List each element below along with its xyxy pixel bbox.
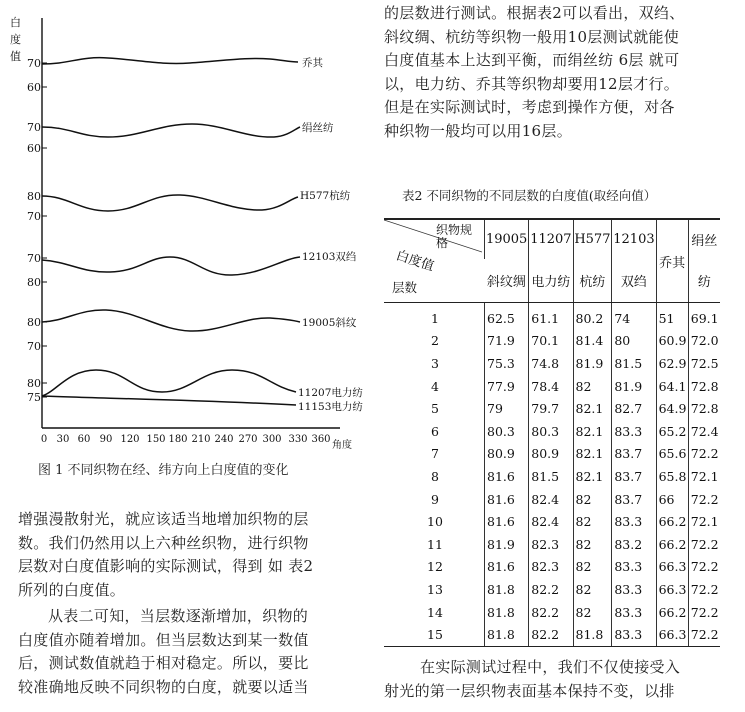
- text-line: 斜纹绸、杭纺等织物一般用10层测试就能使: [384, 27, 680, 46]
- whiteness-value-cell: 80.9: [529, 443, 573, 466]
- whiteness-value-cell: 81.6: [485, 465, 529, 488]
- y-tick-label: 80: [27, 377, 41, 390]
- whiteness-value-cell: 82: [573, 488, 612, 511]
- x-tick-label: 90: [99, 434, 113, 445]
- y-label-char: 白: [10, 16, 21, 29]
- text-line: 层数对白度值影响的实际测试，得到 如 表2: [18, 557, 314, 575]
- y-tick-label: 70: [27, 210, 41, 223]
- curve-label: 12103双绉: [302, 251, 357, 263]
- whiteness-value-cell: 83.7: [612, 488, 656, 511]
- whiteness-value-cell: 82.2: [529, 623, 573, 646]
- table-row: [384, 443, 720, 466]
- table-row: [384, 330, 720, 353]
- curve-juansifang: [42, 124, 300, 137]
- whiteness-value-cell: 82: [573, 556, 612, 579]
- layer-count-cell: 3: [431, 355, 439, 371]
- curve-label: 绢丝纺: [302, 122, 334, 134]
- whiteness-value-cell: 72.4: [688, 420, 720, 443]
- layer-count-cell: 7: [431, 446, 439, 462]
- whiteness-value-cell: 82: [573, 601, 612, 624]
- x-tick-label: 210: [191, 434, 211, 445]
- whiteness-value-cell: 82.3: [529, 556, 573, 579]
- y-label-char: 度: [10, 33, 21, 46]
- whiteness-value-cell: 65.6: [656, 443, 688, 466]
- whiteness-value-cell: 82: [573, 578, 612, 601]
- whiteness-value-cell: 79: [485, 397, 529, 420]
- whiteness-value-cell: 66.2: [656, 533, 688, 556]
- header-name: 杭纺: [573, 259, 612, 303]
- table-row: [384, 375, 720, 398]
- curve-qiaoqi: [42, 58, 298, 64]
- x-tick-label: 0: [40, 434, 48, 445]
- table-title: 表2 不同织物的不同层数的白度值(取经向值）: [402, 188, 657, 203]
- whiteness-value-cell: 80.9: [485, 443, 529, 466]
- table-row: [384, 352, 720, 375]
- table-row: [384, 303, 720, 330]
- text-line: 后，测试数值就趋于相对稳定。所以，要比: [18, 654, 309, 672]
- whiteness-value-cell: 83.7: [612, 465, 656, 488]
- whiteness-value-cell: 78.4: [529, 375, 573, 398]
- text-line: 在实际测试过程中，我们不仅使接受入: [420, 658, 681, 676]
- table-row: [384, 578, 720, 601]
- table-row: [384, 556, 720, 579]
- text-line: 的层数进行测试。根据表2可以看出，双绉、: [384, 4, 685, 22]
- table-corner-cell: [384, 219, 485, 303]
- curve-label: 乔其: [302, 57, 323, 69]
- table-row: [384, 510, 720, 533]
- figure-caption: 图 1 不同织物在经、纬方向上白度值的变化: [38, 463, 289, 478]
- whiteness-value-cell: 62.9: [656, 352, 688, 375]
- x-tick-label: 180: [168, 434, 188, 445]
- layer-count-cell: 10: [427, 514, 443, 530]
- corner-top-label: 织物规格: [436, 223, 473, 250]
- x-tick-label: 120: [120, 434, 140, 445]
- whiteness-value-cell: 80: [612, 330, 656, 353]
- whiteness-value-cell: 83.3: [612, 556, 656, 579]
- whiteness-value-cell: 72.5: [688, 352, 720, 375]
- header-name: 电力纺: [529, 259, 573, 303]
- right-paragraph-bottom: [384, 656, 729, 703]
- whiteness-value-cell: 79.7: [529, 397, 573, 420]
- layer-count-cell: 15: [384, 623, 485, 646]
- header-code: 11207: [529, 219, 573, 259]
- whiteness-value-cell: 81.9: [485, 533, 529, 556]
- table-row: [384, 465, 720, 488]
- whiteness-value-cell: 61.1: [529, 303, 573, 330]
- whiteness-value-cell: 75.3: [485, 352, 529, 375]
- whiteness-value-cell: 81.8: [485, 578, 529, 601]
- whiteness-value-cell: 66.3: [656, 556, 688, 579]
- y-tick-label: 60: [27, 81, 41, 94]
- text-line: 从表二可知，当层数逐渐增加，织物的: [48, 607, 309, 625]
- whiteness-value-cell: 83.2: [612, 533, 656, 556]
- curve-11153: [42, 396, 296, 405]
- table-row: [384, 488, 720, 511]
- table-row: [384, 420, 720, 443]
- layer-count-cell: 13: [427, 581, 443, 597]
- y-tick-label: 70: [27, 121, 41, 134]
- y-tick-label: 80: [27, 316, 41, 329]
- layer-count-cell: 14: [427, 604, 443, 620]
- whiteness-value-cell: 82.1: [573, 465, 612, 488]
- whiteness-value-cell: 81.4: [573, 330, 612, 353]
- header-name: 双绉: [612, 259, 656, 303]
- curve-h577: [42, 195, 298, 211]
- layer-count-cell: 2: [431, 333, 439, 349]
- whiteness-value-cell: 72.1: [688, 510, 720, 533]
- text-line: 白度值基本上达到平衡，而绢丝纺 6层 就可: [384, 51, 680, 69]
- table-row: [384, 623, 720, 646]
- y-tick-label: 60: [27, 142, 41, 155]
- y-tick-label: 70: [27, 252, 41, 265]
- whiteness-value-cell: 81.8: [485, 601, 529, 624]
- whiteness-value-cell: 72.2: [688, 623, 720, 646]
- layer-count-cell: 12: [427, 559, 443, 575]
- whiteness-value-cell: 80.3: [485, 420, 529, 443]
- y-tick-label: 80: [27, 276, 41, 289]
- layer-count-cell: 5: [431, 401, 439, 417]
- header-code: H577: [573, 219, 612, 259]
- x-unit-label: 角度: [332, 440, 352, 451]
- layer-count-cell: 1: [431, 310, 439, 326]
- whiteness-value-cell: 69.1: [688, 303, 720, 330]
- whiteness-value-cell: 60.9: [656, 330, 688, 353]
- whiteness-value-cell: 80.3: [529, 420, 573, 443]
- text-line: 数。我们仍然用以上六种丝织物，进行织物: [18, 533, 309, 552]
- text-line: 增强漫散射光，就应该适当地增加织物的层: [18, 510, 309, 528]
- text-line: 射光的第一层织物表面基本保持不变，以排: [384, 681, 675, 700]
- whiteness-value-cell: 83.7: [612, 443, 656, 466]
- corner-bottom-label: 层数: [392, 280, 418, 295]
- whiteness-value-cell: 81.9: [573, 352, 612, 375]
- whiteness-value-cell: 82: [573, 375, 612, 398]
- whiteness-value-cell: 81.5: [529, 465, 573, 488]
- header-name: 纺: [688, 259, 720, 303]
- whiteness-value-cell: 81.6: [485, 556, 529, 579]
- corner-mid-label: 白度值: [394, 248, 436, 275]
- x-tick-label: 240: [214, 434, 234, 445]
- x-tick-label: 360: [311, 434, 331, 445]
- whiteness-value-cell: 72.8: [688, 375, 720, 398]
- text-line: 种织物一般均可以用16层。: [384, 121, 572, 140]
- layer-count-cell: 9: [431, 491, 439, 507]
- whiteness-value-cell: 66.2: [656, 601, 688, 624]
- table-row: [384, 533, 720, 556]
- whiteness-value-cell: 81.9: [612, 375, 656, 398]
- whiteness-value-cell: 72.2: [688, 601, 720, 624]
- whiteness-value-cell: 80.2: [573, 303, 612, 330]
- whiteness-value-cell: 83.3: [612, 601, 656, 624]
- whiteness-value-cell: 72.2: [688, 556, 720, 579]
- whiteness-value-cell: 81.6: [485, 488, 529, 511]
- left-paragraph-2: [18, 605, 358, 699]
- whiteness-value-cell: 77.9: [485, 375, 529, 398]
- text-line: 所列的白度值。: [18, 580, 126, 599]
- curve-12103: [42, 257, 300, 275]
- header-code: 12103: [612, 219, 656, 259]
- layer-count-cell: 6: [431, 423, 439, 439]
- whiteness-value-cell: 72.2: [688, 488, 720, 511]
- left-paragraph-1: [18, 508, 358, 602]
- whiteness-value-cell: 72.8: [688, 397, 720, 420]
- whiteness-value-cell: 72.0: [688, 330, 720, 353]
- whiteness-value-cell: 72.2: [688, 533, 720, 556]
- layer-count-cell: 4: [431, 378, 439, 394]
- figure-1-chart: [0, 0, 372, 455]
- whiteness-value-cell: 83.3: [612, 578, 656, 601]
- y-tick-label: 70: [27, 57, 41, 70]
- whiteness-value-cell: 82.2: [529, 601, 573, 624]
- table-row: [384, 397, 720, 420]
- y-label-char: 值: [10, 50, 21, 63]
- y-axis-ticks: [42, 63, 47, 397]
- whiteness-value-cell: 62.5: [485, 303, 529, 330]
- curve-label: H577杭纺: [300, 190, 351, 202]
- whiteness-value-cell: 66.3: [656, 578, 688, 601]
- header-name: 斜纹绸: [485, 259, 529, 303]
- whiteness-value-cell: 82.4: [529, 510, 573, 533]
- x-tick-label: 300: [262, 434, 282, 445]
- text-line: 白度值亦随着增加。但当层数达到某一数值: [18, 630, 309, 649]
- whiteness-value-cell: 70.1: [529, 330, 573, 353]
- whiteness-value-cell: 82.3: [529, 533, 573, 556]
- whiteness-value-cell: 72.2: [688, 578, 720, 601]
- whiteness-value-cell: 72.2: [688, 443, 720, 466]
- text-line: 以，电力纺、乔其等织物却要用12层才行。: [384, 74, 680, 93]
- whiteness-value-cell: 72.1: [688, 465, 720, 488]
- whiteness-value-cell: 82.7: [612, 397, 656, 420]
- table-row: [384, 601, 720, 624]
- curve-19005: [42, 310, 300, 331]
- whiteness-value-cell: 65.2: [656, 420, 688, 443]
- whiteness-value-cell: 83.3: [612, 420, 656, 443]
- layer-count-cell: 11: [427, 536, 443, 552]
- whiteness-value-cell: 81.5: [612, 352, 656, 375]
- whiteness-value-cell: 81.8: [485, 623, 529, 646]
- curve-label: 11207电力纺: [298, 387, 363, 399]
- table-body: [384, 303, 720, 647]
- whiteness-value-cell: 81.6: [485, 510, 529, 533]
- whiteness-value-cell: 71.9: [485, 330, 529, 353]
- whiteness-value-cell: 82: [573, 533, 612, 556]
- whiteness-value-cell: 74.8: [529, 352, 573, 375]
- whiteness-value-cell: 82.1: [573, 397, 612, 420]
- whiteness-value-cell: 65.8: [656, 465, 688, 488]
- curve-label: 19005斜纹: [302, 317, 357, 329]
- x-tick-label: 150: [146, 434, 166, 445]
- header-code: 19005: [485, 219, 529, 259]
- whiteness-value-cell: 83.3: [612, 510, 656, 533]
- whiteness-value-cell: 64.1: [656, 375, 688, 398]
- curve-label: 11153电力纺: [298, 401, 363, 413]
- whiteness-value-cell: 81.8: [573, 623, 612, 646]
- header-name-qiaoqi: 乔其: [656, 219, 688, 303]
- whiteness-value-cell: 66: [656, 488, 688, 511]
- whiteness-value-cell: 82: [573, 510, 612, 533]
- whiteness-table: [384, 218, 720, 647]
- whiteness-value-cell: 64.9: [656, 397, 688, 420]
- whiteness-value-cell: 51: [656, 303, 688, 330]
- y-tick-label: 70: [27, 340, 41, 353]
- x-tick-label: 270: [238, 434, 258, 445]
- whiteness-value-cell: 74: [612, 303, 656, 330]
- layer-count-cell: 8: [431, 468, 439, 484]
- header-code: 绢丝: [688, 219, 720, 259]
- whiteness-value-cell: 82.1: [573, 420, 612, 443]
- y-tick-label: 75: [27, 391, 41, 404]
- whiteness-value-cell: 66.2: [656, 510, 688, 533]
- text-line: 但是在实际测试时，考虑到操作方便，对各: [384, 98, 675, 116]
- whiteness-value-cell: 83.3: [612, 623, 656, 646]
- curve-11207: [42, 370, 296, 396]
- x-tick-label: 30: [56, 434, 70, 445]
- x-tick-label: 60: [77, 434, 91, 445]
- whiteness-value-cell: 82.2: [529, 578, 573, 601]
- x-tick-label: 330: [288, 434, 308, 445]
- right-paragraph-top: [384, 2, 729, 143]
- y-tick-label: 80: [27, 190, 41, 203]
- whiteness-value-cell: 82.4: [529, 488, 573, 511]
- whiteness-value-cell: 66.3: [656, 623, 688, 646]
- whiteness-value-cell: 82.1: [573, 443, 612, 466]
- text-line: 较准确地反映不同织物的白度，就要以适当: [18, 677, 309, 696]
